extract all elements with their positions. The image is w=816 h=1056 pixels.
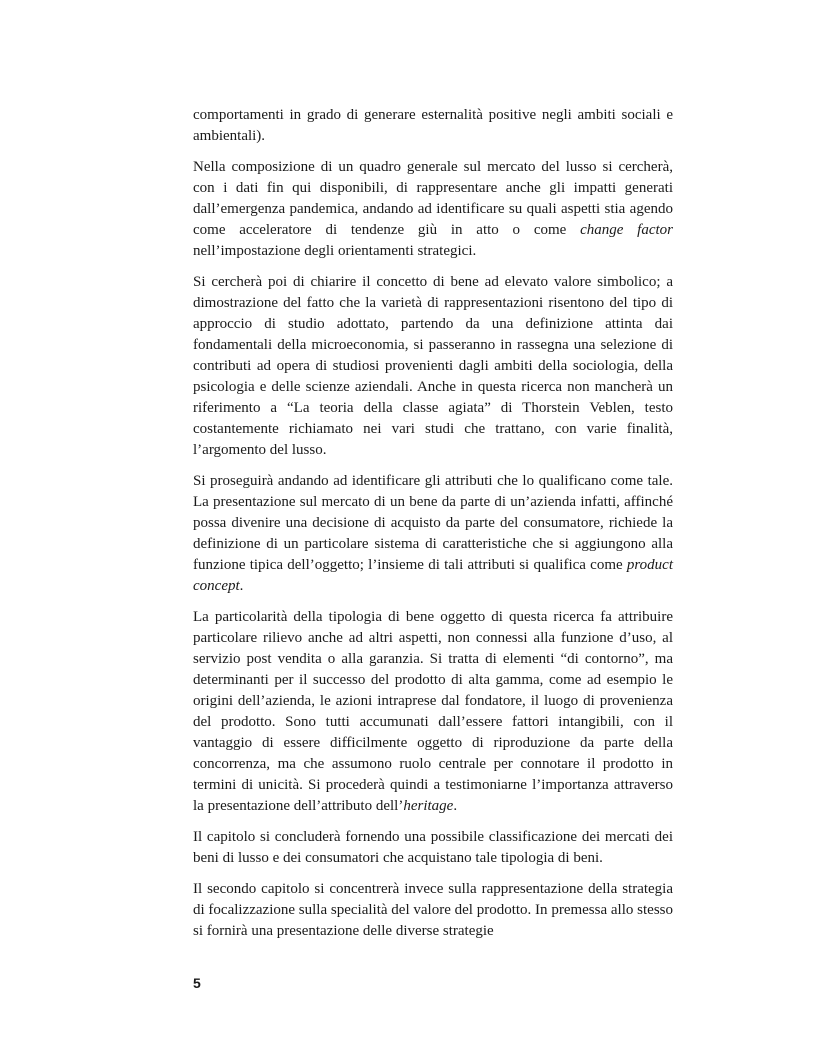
paragraph bbox=[193, 607, 673, 817]
text-segment: Si cercherà poi di chiarire il concetto di bene ad elevato valore simbolico; a dimostrazione del fatto che la varietà di rappresentazioni risentono del tipo di approccio di studio adottato, partendo da una definizione attinta dai fondamentali della microeconomia, si passeranno in rassegna una selezione di contributi ad opera di studiosi provenienti dagli ambiti della sociologia, della psicologia e delle scienze aziendali. Anche in questa ricerca non mancherà un riferimento a “La teoria della classe agiata” di Thorstein Veblen, testo costantemente richiamato nei vari studi che trattano, con varie finalità, l’argomento del lusso. bbox=[193, 274, 673, 458]
paragraph bbox=[193, 879, 673, 942]
body-text bbox=[193, 105, 673, 952]
text-segment: nell’impostazione degli orientamenti strategici. bbox=[193, 243, 477, 259]
italic-term: heritage bbox=[403, 798, 454, 814]
paragraph bbox=[193, 105, 673, 147]
page-number: 5 bbox=[193, 975, 201, 991]
paragraph bbox=[193, 471, 673, 597]
paragraph bbox=[193, 827, 673, 869]
text-segment: Nella composizione di un quadro generale sul mercato del lusso si cercherà, con i dati fin qui disponibili, di rappresentare anche gli impatti generati dall’emergenza pandemica, andando ad identificare su quali aspetti stia agendo come acceleratore di tendenze giù in atto o come bbox=[193, 159, 673, 238]
text-segment: . bbox=[239, 578, 244, 594]
text-segment: Il secondo capitolo si concentrerà invece sulla rappresentazione della strategia di focalizzazione sulla specialità del valore del prodotto. In premessa allo stesso si fornirà una presentazione delle diverse strategie bbox=[193, 881, 673, 939]
italic-term: change factor bbox=[580, 222, 673, 238]
text-segment: . bbox=[453, 798, 458, 814]
paragraph bbox=[193, 157, 673, 262]
text-segment: comportamenti in grado di generare esternalità positive negli ambiti sociali e ambientali). bbox=[193, 107, 673, 144]
paragraph bbox=[193, 272, 673, 461]
text-segment: Il capitolo si concluderà fornendo una possibile classificazione dei mercati dei beni di lusso e dei consumatori che acquistano tale tipologia di beni. bbox=[193, 829, 673, 866]
italic-term: product concept bbox=[193, 557, 673, 594]
text-segment: Si proseguirà andando ad identificare gli attributi che lo qualificano come tale. La presentazione sul mercato di un bene da parte di un’azienda infatti, affinché possa divenire una decisione di acquisto da parte del consumatore, richiede la definizione di un particolare sistema di caratteristiche che si aggiungono alla funzione tipica dell’oggetto; l’insieme di tali attributi si qualifica come bbox=[193, 473, 673, 573]
text-segment: La particolarità della tipologia di bene oggetto di questa ricerca fa attribuire particolare rilievo anche ad altri aspetti, non connessi alla funzione d’uso, al servizio post vendita o alla garanzia. Si tratta di elementi “di contorno”, ma determinanti per il successo del prodotto di alta gamma, come ad esempio le origini dell’azienda, le azioni intraprese dal fondatore, il luogo di provenienza del prodotto. Sono tutti accumunati dall’essere fattori intangibili, con il vantaggio di essere difficilmente oggetto di riproduzione da parte della concorrenza, ma che assumono ruolo centrale per connotare il prodotto in termini di unicità. Si procederà quindi a testimoniarne l’importanza attraverso la presentazione dell’attributo dell’ bbox=[193, 609, 673, 814]
